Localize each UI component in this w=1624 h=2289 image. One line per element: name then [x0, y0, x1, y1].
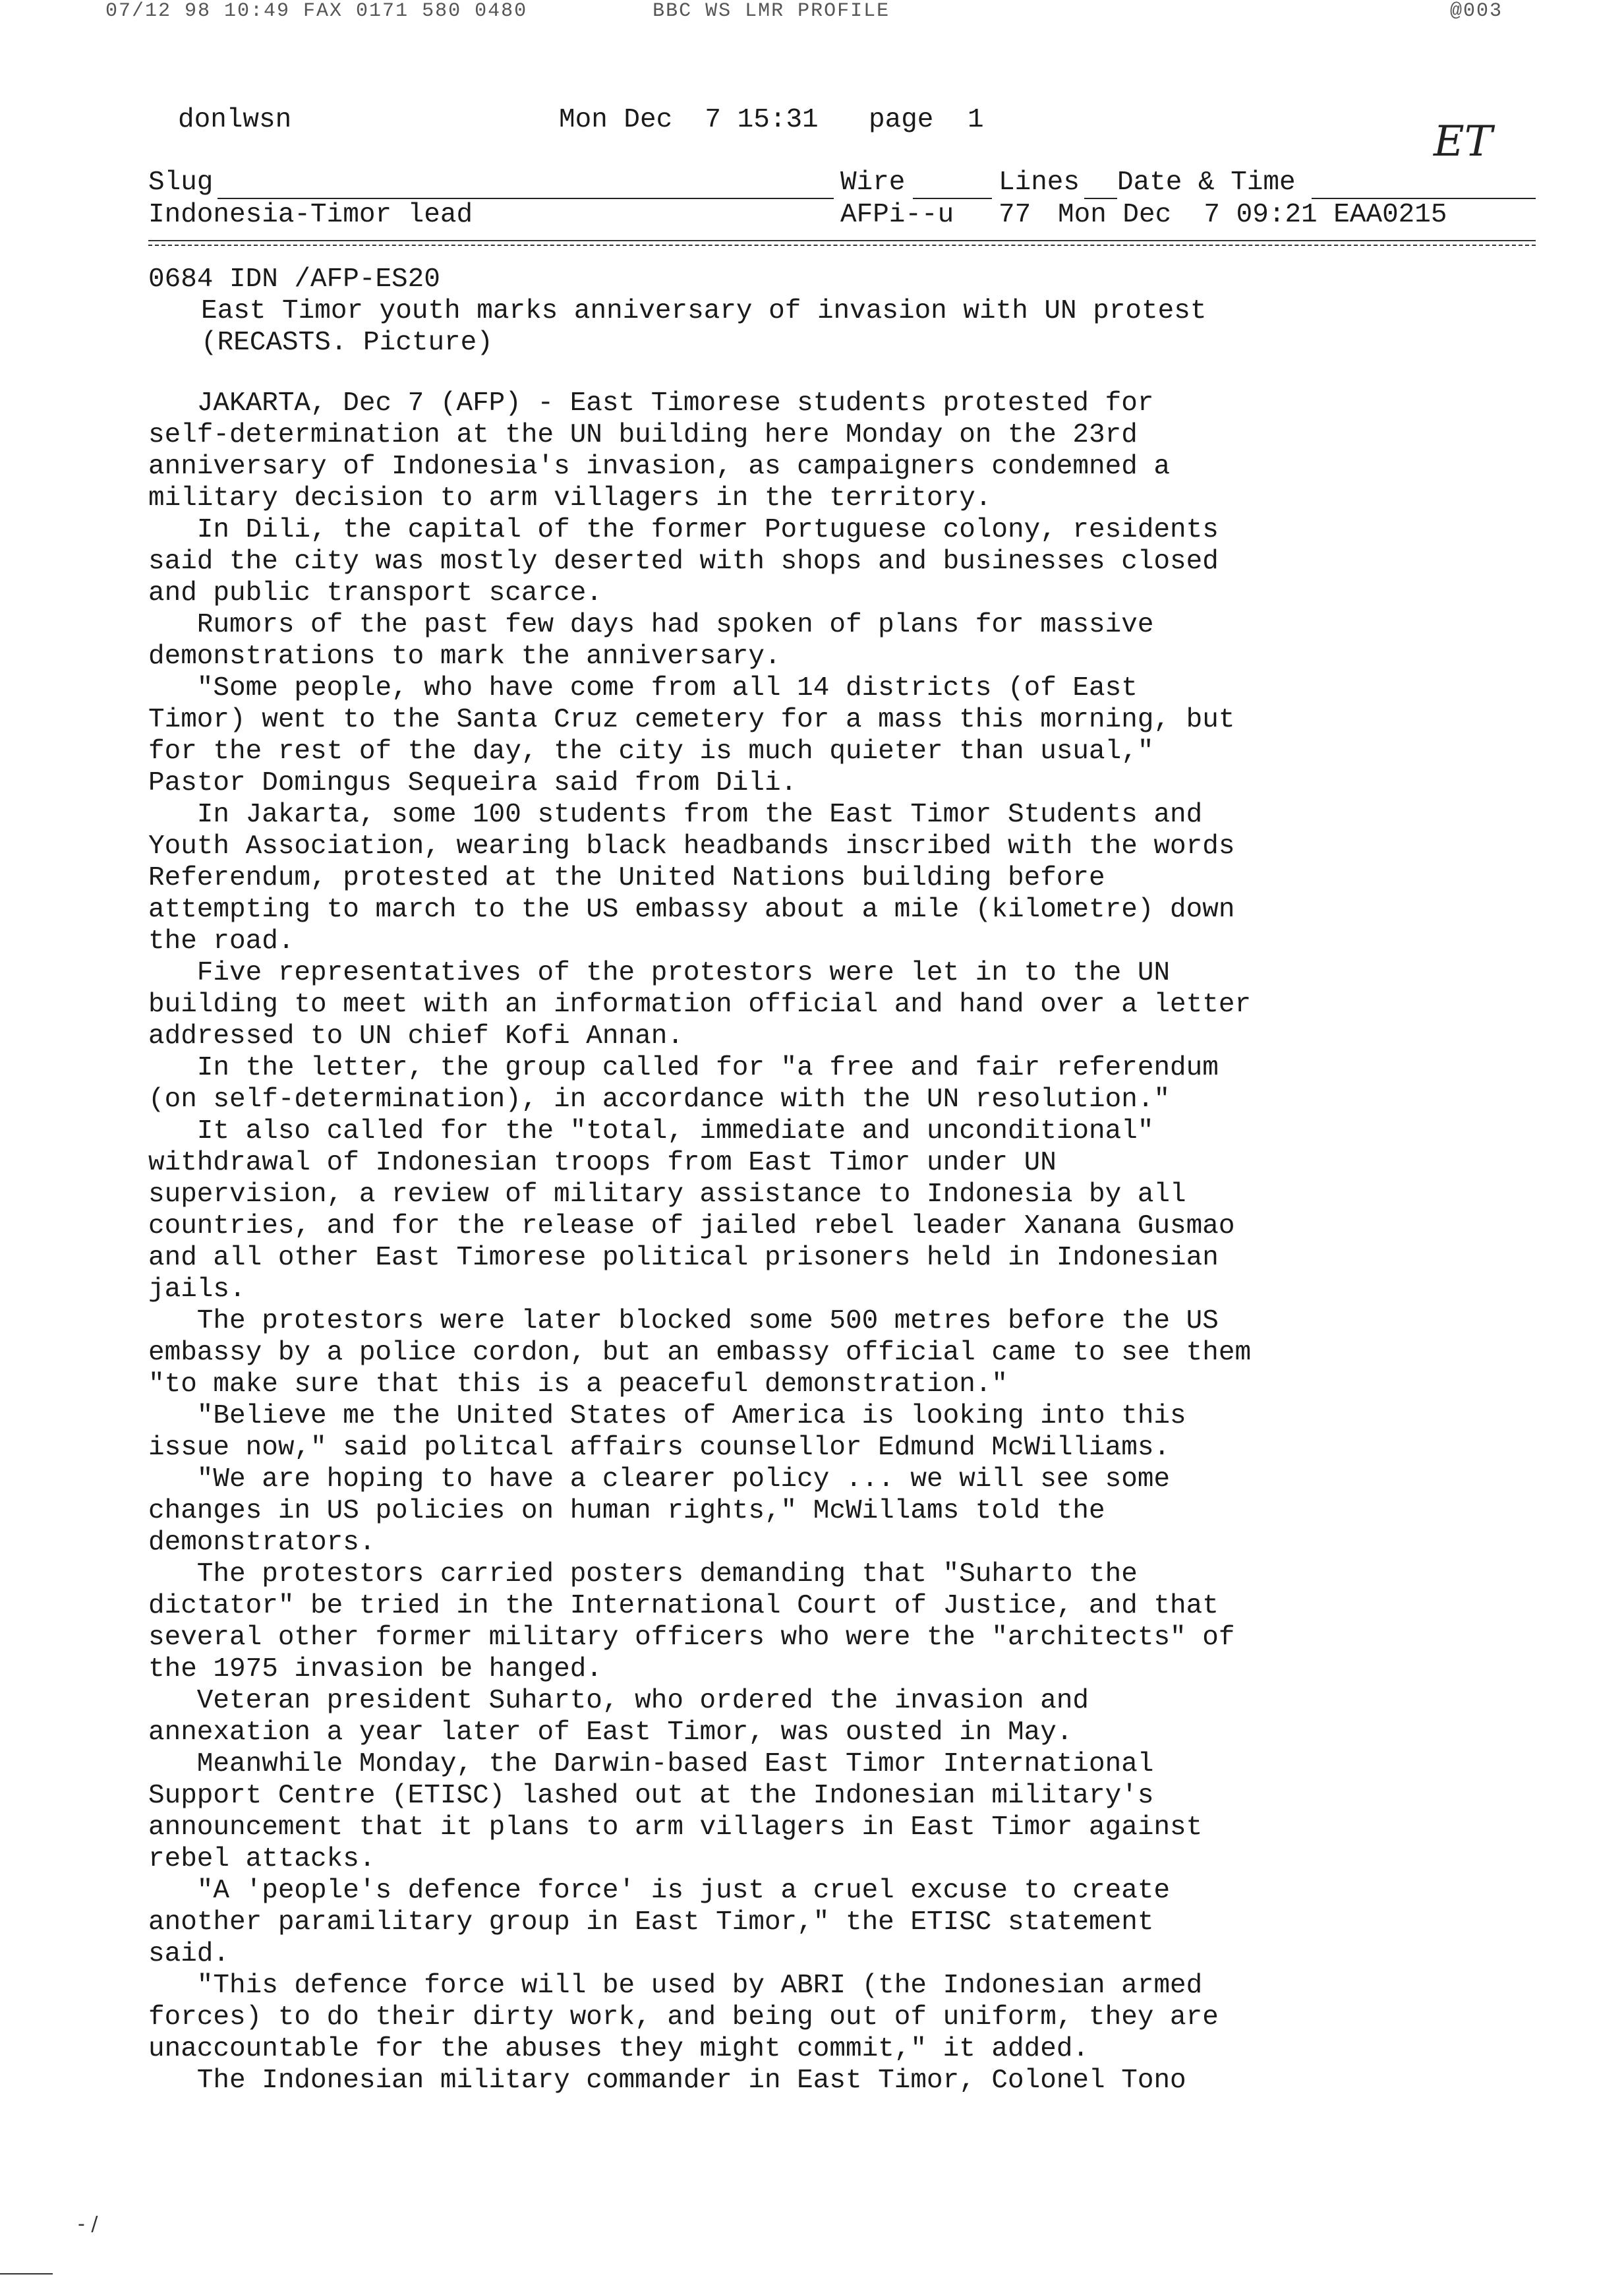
- story-line: Veteran president Suharto, who ordered the invasion and: [148, 1686, 1089, 1716]
- story-line: supervision, a review of military assistance to Indonesia by all: [148, 1179, 1186, 1210]
- slug-label: Slug: [148, 167, 214, 198]
- story-line: The protestors carried posters demanding that "Suharto the: [148, 1559, 1138, 1590]
- story-line: The Indonesian military commander in East Timor, Colonel Tono: [148, 2066, 1186, 2096]
- datetime-label: Date & Time: [1117, 167, 1296, 198]
- story-line: "to make sure that this is a peaceful demonstration.": [148, 1369, 1008, 1400]
- lines-label: Lines: [999, 167, 1080, 198]
- story-line: embassy by a police cordon, but an embassy official came to see them: [148, 1338, 1252, 1368]
- story-line: said the city was mostly deserted with shops and businesses closed: [148, 547, 1219, 577]
- story-line: the 1975 invasion be hanged.: [148, 1654, 602, 1684]
- story-line: withdrawal of Indonesian troops from East Timor under UN: [148, 1148, 1057, 1178]
- fax-header-page: @003: [1450, 0, 1503, 22]
- story-line: demonstrations to mark the anniversary.: [148, 641, 781, 672]
- print-date: Mon Dec 7 15:31: [559, 105, 819, 135]
- record-slug: Indonesia-Timor lead: [148, 200, 473, 230]
- story-line: another paramilitary group in East Timor," the ETISC statement: [148, 1907, 1154, 1938]
- record-datetime: Mon Dec 7 09:21 EAA0215: [1058, 200, 1447, 230]
- story-line: "We are hoping to have a clearer policy ... we will see some: [148, 1464, 1171, 1495]
- print-user: donlwsn: [178, 105, 292, 135]
- story-line: "This defence force will be used by ABRI (the Indonesian armed: [148, 1971, 1203, 2001]
- story-line: "Some people, who have come from all 14 districts (of East: [148, 673, 1138, 703]
- story-line: annexation a year later of East Timor, was ousted in May.: [148, 1717, 1073, 1748]
- fax-transmission-header: [105, 0, 1503, 22]
- story-line: It also called for the "total, immediate and unconditional": [148, 1116, 1154, 1146]
- print-header: [178, 104, 984, 136]
- story-code: 0684 IDN /AFP-ES20: [148, 264, 440, 295]
- story-line: rebel attacks.: [148, 1844, 376, 1874]
- story-line: Support Centre (ETISC) lashed out at the Indonesian military's: [148, 1781, 1154, 1811]
- handwritten-annotation: ET: [1434, 117, 1493, 166]
- story-line: and all other East Timorese political prisoners held in Indonesian: [148, 1243, 1219, 1273]
- story-line: announcement that it plans to arm villagers in East Timor against: [148, 1812, 1203, 1843]
- story-line: Pastor Domingus Sequeira said from Dili.: [148, 768, 798, 798]
- story-subhead: (RECASTS. Picture): [201, 328, 493, 358]
- story-line: changes in US policies on human rights," McWillams told the: [148, 1496, 1105, 1526]
- story-headline: East Timor youth marks anniversary of invasion with UN protest: [201, 296, 1207, 326]
- column-labels: [148, 167, 1296, 198]
- story-line: jails.: [148, 1274, 246, 1305]
- story-line: JAKARTA, Dec 7 (AFP) - East Timorese students protested for: [148, 388, 1154, 419]
- story-line: In the letter, the group called for "a free and fair referendum: [148, 1053, 1219, 1083]
- record-wire: AFPi--u: [840, 200, 954, 230]
- record-row: [148, 199, 1447, 231]
- story-line: for the rest of the day, the city is much quieter than usual,": [148, 736, 1154, 767]
- story-line: attempting to march to the US embassy about a mile (kilometre) down: [148, 895, 1235, 925]
- story-body: [148, 388, 1251, 2096]
- story-line: several other former military officers who were the "architects" of: [148, 1622, 1235, 1653]
- story-line: addressed to UN chief Kofi Annan.: [148, 1021, 683, 1052]
- story-line: dictator" be tried in the International Court of Justice, and that: [148, 1591, 1219, 1621]
- story-line: In Jakarta, some 100 students from the East Timor Students and: [148, 800, 1203, 830]
- fax-header-sender: 07/12 98 10:49 FAX 0171 580 0480: [105, 0, 528, 22]
- story-line: Rumors of the past few days had spoken of plans for massive: [148, 610, 1154, 640]
- story-line: Referendum, protested at the United Nations building before: [148, 863, 1105, 893]
- wire-label: Wire: [840, 167, 906, 198]
- story-line: building to meet with an information official and hand over a letter: [148, 990, 1252, 1020]
- story-line: In Dili, the capital of the former Portuguese colony, residents: [148, 515, 1219, 545]
- story-line: Five representatives of the protestors were let in to the UN: [148, 958, 1171, 988]
- story-line: Meanwhile Monday, the Darwin-based East Timor International: [148, 1749, 1154, 1779]
- story-line: (on self-determination), in accordance with the UN resolution.": [148, 1085, 1171, 1115]
- story-line: The protestors were later blocked some 500 metres before the US: [148, 1306, 1219, 1336]
- story-line: demonstrators.: [148, 1528, 376, 1558]
- page-label: page: [869, 105, 934, 135]
- story-line: "Believe me the United States of America is looking into this: [148, 1401, 1186, 1431]
- story-line: the road.: [148, 926, 295, 957]
- separator-rule: [148, 240, 1536, 241]
- separator-rule-dashed: [148, 245, 1536, 246]
- fax-header-recipient: BBC WS LMR PROFILE: [652, 0, 890, 22]
- story-line: "A 'people's defence force' is just a cruel excuse to create: [148, 1876, 1171, 1906]
- story-line: Timor) went to the Santa Cruz cemetery for a mass this morning, but: [148, 705, 1235, 735]
- record-lines: 77: [999, 200, 1031, 230]
- page-number: 1: [968, 105, 984, 135]
- page-edge-mark: [0, 2273, 53, 2274]
- story-line: anniversary of Indonesia's invasion, as campaigners condemned a: [148, 452, 1171, 482]
- story-line: said.: [148, 1939, 230, 1969]
- story-line: military decision to arm villagers in the territory.: [148, 483, 992, 514]
- story-line: forces) to do their dirty work, and being out of uniform, they are: [148, 2002, 1219, 2033]
- story-line: Youth Association, wearing black headbands inscribed with the words: [148, 831, 1235, 862]
- story-line: issue now," said politcal affairs counsellor Edmund McWilliams.: [148, 1433, 1171, 1463]
- story-line: self-determination at the UN building here Monday on the 23rd: [148, 420, 1138, 450]
- story-line: unaccountable for the abuses they might commit," it added.: [148, 2034, 1089, 2064]
- story-line: and public transport scarce.: [148, 578, 602, 609]
- margin-mark: - /: [78, 2213, 98, 2236]
- story-line: countries, and for the release of jailed rebel leader Xanana Gusmao: [148, 1211, 1235, 1241]
